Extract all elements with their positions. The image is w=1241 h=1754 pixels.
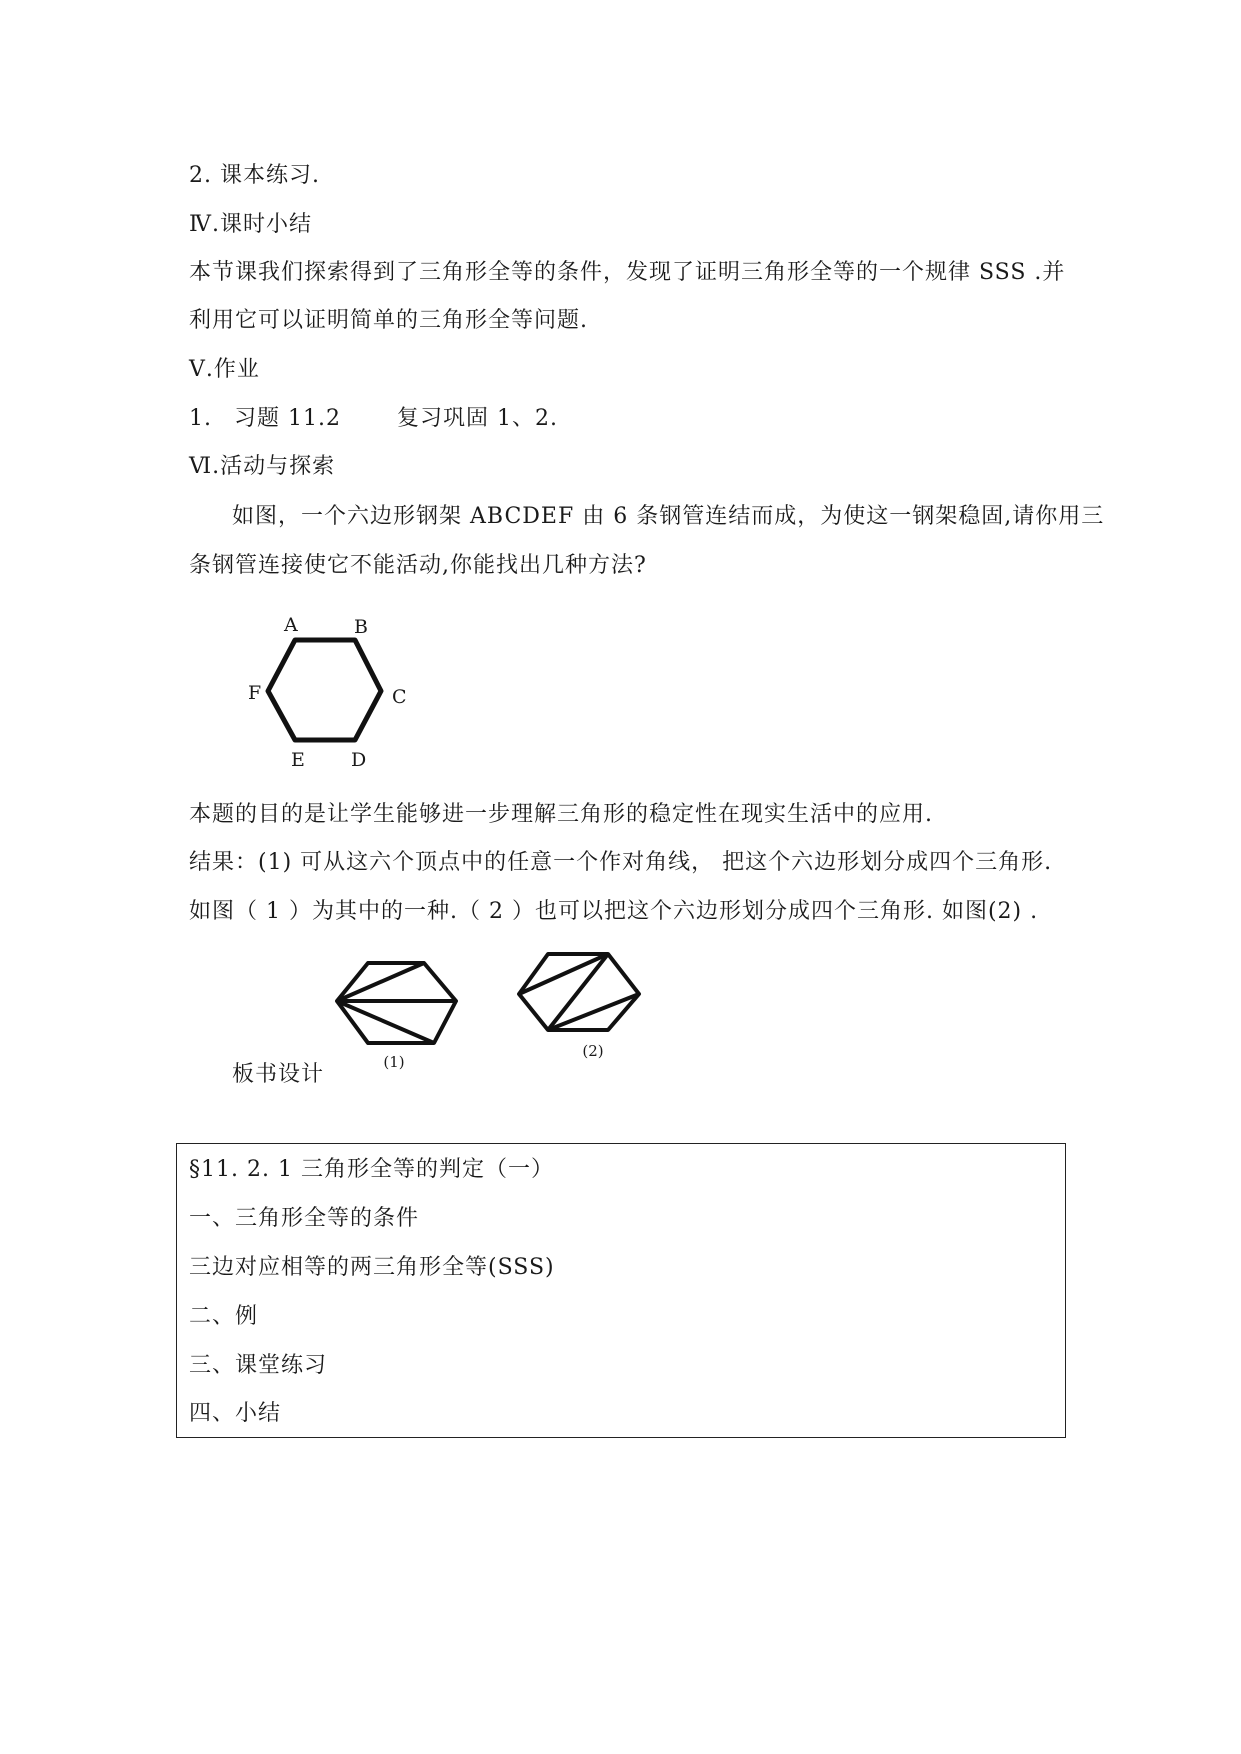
vertex-label-d: D <box>351 749 367 771</box>
text-line-summary-2: 利用它可以证明简单的三角形全等问题. <box>189 308 588 333</box>
homework-exercise: 习题 11.2 <box>234 406 341 431</box>
figure-2-caption: (2) <box>582 1042 604 1060</box>
hexagon-figure <box>240 606 420 776</box>
section-heading-homework: Ⅴ.作业 <box>189 357 260 382</box>
board-item-practice: 三、课堂练习 <box>189 1353 328 1378</box>
board-item-sss: 三边对应相等的两三角形全等(SSS) <box>189 1255 555 1280</box>
text-line-problem-2: 条钢管连接使它不能活动,你能找出几种方法? <box>189 553 647 578</box>
figure-1-diagram <box>330 950 470 1070</box>
section-heading-board: 板书设计 <box>232 1062 325 1087</box>
vertex-label-a: A <box>284 614 298 636</box>
text-line-problem-1: 如图，一个六边形钢架 ABCDEF 由 6 条钢管连结而成，为使这一钢架稳固,请你用三 <box>232 504 1105 529</box>
text-line-practice: 2. 课本练习. <box>189 163 320 188</box>
board-item-example: 二、例 <box>189 1304 259 1329</box>
vertex-label-b: B <box>354 616 368 638</box>
board-item-conditions: 一、三角形全等的条件 <box>189 1206 420 1231</box>
vertex-label-f: F <box>248 682 262 704</box>
figure-1-caption: (1) <box>383 1053 405 1070</box>
homework-review: 复习巩固 1、2. <box>396 406 558 431</box>
homework-line <box>189 404 558 434</box>
hexagon-shape <box>268 640 381 740</box>
text-line-result-1: 结果：(1) 可从这六个顶点中的任意一个作对角线， 把这个六边形划分成四个三角形. <box>189 850 1053 875</box>
board-item-summary: 四、小结 <box>189 1401 282 1426</box>
text-line-purpose: 本题的目的是让学生能够进一步理解三角形的稳定性在现实生活中的应用. <box>189 802 933 827</box>
figure-2-diagram <box>515 945 655 1065</box>
vertex-label-c: C <box>392 686 407 708</box>
board-design-box <box>176 1143 1066 1438</box>
section-heading-activity: Ⅵ.活动与探索 <box>189 454 336 479</box>
text-line-summary-1: 本节课我们探索得到了三角形全等的条件，发现了证明三角形全等的一个规律 SSS .并 <box>189 260 1066 285</box>
board-title: §11. 2. 1 三角形全等的判定（一） <box>189 1157 554 1182</box>
vertex-label-e: E <box>291 749 305 771</box>
text-line-result-2: 如图（ 1 ）为其中的一种.（ 2 ）也可以把这个六边形划分成四个三角形. 如图(2) . <box>189 899 1039 924</box>
section-heading-summary: Ⅳ.课时小结 <box>189 212 312 237</box>
homework-number: 1. <box>189 406 212 431</box>
